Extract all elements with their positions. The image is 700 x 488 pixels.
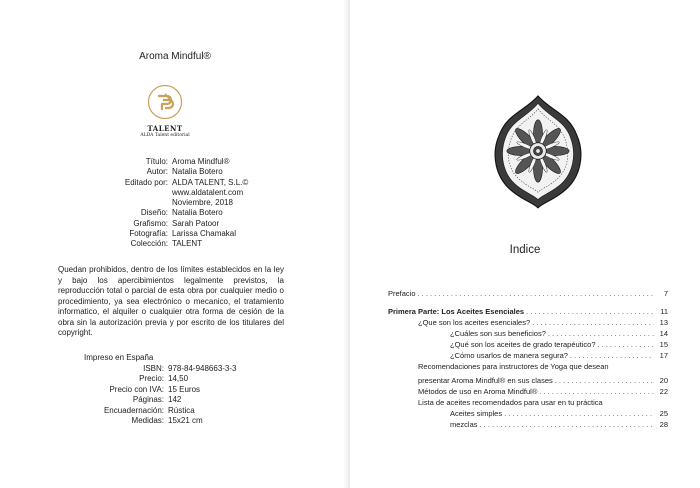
print-info-value: 978-84-948663-3-3 bbox=[168, 363, 237, 373]
credit-label: Título: bbox=[145, 157, 168, 166]
credit-label bbox=[60, 188, 172, 198]
toc-dot-leader bbox=[532, 318, 654, 327]
toc-page-number: 15 bbox=[659, 340, 668, 349]
toc-page-number: 28 bbox=[659, 420, 668, 429]
print-info-value: 15x21 cm bbox=[168, 416, 203, 425]
credit-label: Colección: bbox=[130, 239, 168, 249]
print-info-row bbox=[84, 364, 237, 375]
toc-dot-leader bbox=[504, 409, 654, 418]
toc-dot-leader bbox=[570, 351, 654, 360]
credit-label: Fotografía: bbox=[129, 229, 168, 239]
toc-entry bbox=[388, 409, 668, 420]
credit-label bbox=[60, 198, 172, 208]
toc-entry-title: ¿Cómo usarlos de manera segura? bbox=[450, 351, 568, 360]
toc-entry-title: Lista de aceites recomendados para usar en tu práctica bbox=[418, 398, 603, 407]
credit-row bbox=[60, 178, 248, 188]
toc-dot-leader bbox=[548, 329, 654, 338]
toc-entry-title: Métodos de uso en Aroma Mindful® bbox=[418, 387, 538, 396]
credit-row bbox=[60, 239, 248, 249]
print-info-row bbox=[84, 416, 237, 427]
print-info-label: Precio con IVA: bbox=[109, 384, 164, 394]
toc-page-number: 14 bbox=[659, 329, 668, 338]
toc-entry-title: Prefacio bbox=[388, 289, 416, 298]
toc-entry bbox=[388, 318, 668, 329]
credit-row bbox=[60, 198, 248, 208]
toc-page-number: 20 bbox=[659, 376, 668, 385]
book-title: Aroma Mindful® bbox=[139, 51, 211, 62]
toc-page-number: 25 bbox=[659, 409, 668, 418]
toc-page-number: 11 bbox=[660, 307, 668, 316]
credit-value: Larissa Chamakal bbox=[172, 229, 237, 239]
toc-entry bbox=[388, 351, 668, 362]
credit-value: Aroma Mindful® bbox=[172, 157, 230, 166]
print-info-row bbox=[84, 353, 237, 364]
toc-entry-title: ¿Cuáles son sus beneficios? bbox=[450, 329, 546, 338]
toc-entry bbox=[388, 398, 668, 409]
toc-dot-leader bbox=[598, 340, 654, 349]
credit-label: Autor: bbox=[146, 167, 168, 177]
credit-label: Diseño: bbox=[140, 208, 168, 218]
print-info-label: Páginas: bbox=[132, 395, 164, 404]
credit-row bbox=[60, 219, 248, 229]
print-info-value: 14,50 bbox=[168, 374, 189, 383]
print-info-label: Medidas: bbox=[131, 416, 164, 425]
copyright-notice: Quedan prohibidos, dentro de los límites establecidos en la ley y bajo los apercibimientos legalmente previstos, la reproducción total o parcial de esta obra por cualquier medio o procedimiento, ya sea electrónico o mecanico, el tratamiento informatico, el alquiler o cualquier otra forma de cesión de la obra sin la autorización previa y por escrito de los titulares del copyright. bbox=[58, 265, 284, 337]
toc-page-number: 17 bbox=[659, 351, 668, 360]
toc-dot-leader bbox=[539, 387, 654, 396]
credit-label: Grafismo: bbox=[133, 218, 168, 228]
credit-value: Noviembre, 2018 bbox=[172, 198, 233, 208]
toc-dot-leader bbox=[526, 307, 654, 316]
print-info-label: Encuadernación: bbox=[103, 405, 164, 415]
print-info-value: Rústica bbox=[168, 405, 195, 415]
print-info-block bbox=[84, 353, 237, 427]
toc-entry-title: ¿Que son los aceites esenciales? bbox=[418, 318, 531, 327]
toc-entry bbox=[388, 340, 668, 351]
toc-entry bbox=[388, 420, 668, 431]
print-info-label: Precio: bbox=[139, 374, 164, 383]
print-info-row bbox=[84, 374, 237, 385]
toc-entry-title: mezclas bbox=[450, 420, 478, 429]
print-info-label: ISBN: bbox=[143, 363, 164, 373]
print-info-row bbox=[84, 406, 237, 417]
credit-label: Editado por: bbox=[124, 177, 168, 187]
logo-name: TALENT bbox=[147, 124, 183, 133]
credit-value: www.aldatalent.com bbox=[172, 187, 244, 197]
toc-page-number: 7 bbox=[663, 289, 668, 298]
right-page bbox=[350, 0, 700, 488]
toc-entry-title: ¿Qué son los aceites de grado terapéutico? bbox=[450, 340, 596, 349]
credits-block bbox=[60, 157, 248, 250]
toc-entry bbox=[388, 362, 668, 373]
print-info-label: Impreso en España bbox=[84, 353, 154, 362]
toc-dot-leader bbox=[555, 376, 654, 385]
mandala-ornament-icon bbox=[483, 93, 593, 209]
credit-row bbox=[60, 167, 248, 177]
toc-entry bbox=[388, 376, 668, 387]
talent-logo-icon bbox=[147, 84, 183, 120]
credit-row bbox=[60, 157, 248, 167]
index-title: Indice bbox=[509, 244, 541, 256]
table-of-contents bbox=[388, 289, 668, 431]
toc-entry-title: Recomendaciones para instructores de Yoga que desean bbox=[418, 362, 609, 371]
credit-row bbox=[60, 229, 248, 239]
credit-value: Natalia Botero bbox=[172, 167, 223, 177]
print-info-row bbox=[84, 385, 237, 396]
credit-value: TALENT bbox=[172, 239, 203, 249]
toc-entry-title: Aceites simples bbox=[450, 409, 503, 418]
toc-entry bbox=[388, 387, 668, 398]
credit-value: Natalia Botero bbox=[172, 208, 223, 218]
credit-row bbox=[60, 188, 248, 198]
toc-dot-leader bbox=[480, 420, 654, 429]
logo-subtitle: ALDA Talent editorial bbox=[140, 133, 190, 138]
toc-entry bbox=[388, 329, 668, 340]
toc-page-number: 22 bbox=[659, 387, 668, 396]
credit-row bbox=[60, 208, 248, 218]
toc-entry bbox=[388, 307, 668, 318]
toc-dot-leader bbox=[418, 289, 654, 298]
credit-value: Sarah Patoor bbox=[172, 218, 220, 228]
toc-page-number: 13 bbox=[659, 318, 668, 327]
toc-entry bbox=[388, 289, 668, 300]
print-info-value: 15 Euros bbox=[168, 384, 201, 394]
print-info-value: 142 bbox=[168, 395, 182, 404]
toc-entry-title: Primera Parte: Los Aceites Esenciales bbox=[388, 307, 525, 316]
credit-value: ALDA TALENT, S.L.© bbox=[172, 177, 249, 187]
toc-entry-title: presentar Aroma Mindful® en sus clases bbox=[418, 376, 553, 385]
print-info-row bbox=[84, 395, 237, 406]
